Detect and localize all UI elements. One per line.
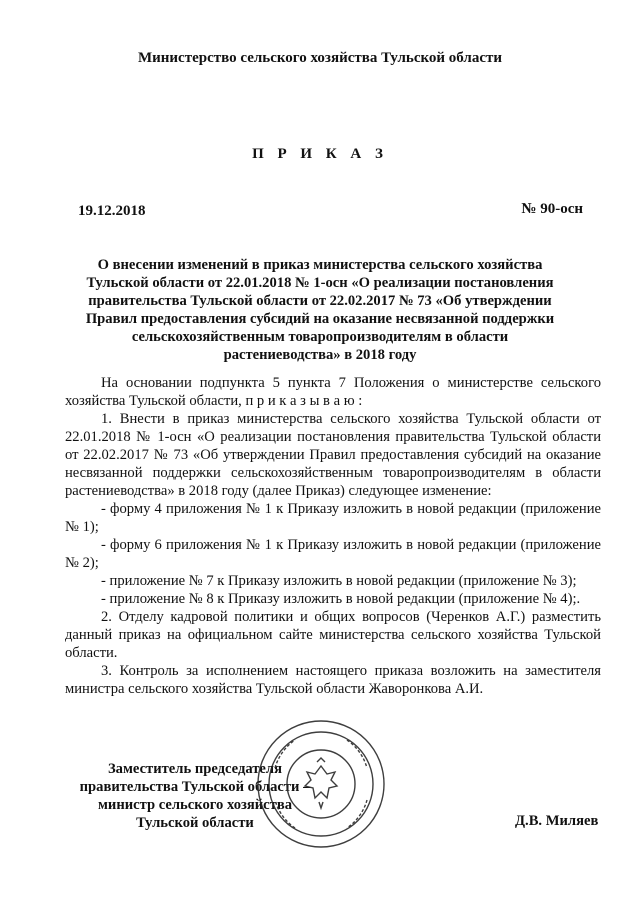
paragraph-basis: На основании подпункта 5 пункта 7 Положения о министерстве сельского хозяйства Тульской области, п р и к а з ы в а ю : [65,375,601,409]
signatory-line: Заместитель председателя [107,761,282,777]
document-heading [60,256,580,364]
paragraph-item-3: 3. Контроль за исполнением настоящего приказа возложить на заместителя министра сельского хозяйства Тульской области Жаворонкова А.И. [65,663,601,697]
signatory-line: министр сельского хозяйства [97,797,293,813]
paragraph-appendix-7: - приложение № 7 к Приказу изложить в новой редакции (приложение № 3); [101,573,577,589]
heading-line: правительства Тульской области от 22.02.2017 № 73 «Об утверждении [88,293,552,309]
ministry-name: Министерство сельского хозяйства Тульской области [137,50,503,66]
paragraph-item-1: 1. Внести в приказ министерства сельского хозяйства Тульской области от 22.01.2018 № 1-осн «О реализации постановления правительства Тульской области от 22.02.2017 № 73 «Об утверждении Правил предоставления субсидий на оказание несвязанной поддержки сельскохозяйственным товаропроизводителям в области растениеводства» в 2018 году (далее Приказ) следующее изменение: [65,411,601,499]
document-date: 19.12.2018 [78,203,146,219]
document-type: П Р И К А З [252,146,388,162]
heading-line: Правил предоставления субсидий на оказание несвязанной поддержки [85,311,555,327]
document-body [65,374,601,698]
signatory-line: Тульской области [136,815,254,831]
heading-line: Тульской области от 22.01.2018 № 1-осн «О реализации постановления [86,275,554,291]
signatory-name: Д.В. Миляев [515,813,599,829]
paragraph-item-2: 2. Отделу кадровой политики и общих вопросов (Черенков А.Г.) разместить данный приказ на официальном сайте министерства сельского хозяйства Тульской области. [65,609,601,661]
heading-line: сельскохозяйственным товаропроизводителям в области [131,329,509,345]
paragraph-appendix-8: - приложение № 8 к Приказу изложить в новой редакции (приложение № 4);. [101,591,581,607]
paragraph-form-4: - форму 4 приложения № 1 к Приказу изложить в новой редакции (приложение № 1); [65,501,601,535]
heading-line: растениеводства» в 2018 году [223,347,417,363]
signatory-line: правительства Тульской области – [79,779,311,795]
paragraph-form-6: - форму 6 приложения № 1 к Приказу изложить в новой редакции (приложение № 2); [65,537,601,571]
heading-line: О внесении изменений в приказ министерства сельского хозяйства [97,257,543,273]
document-number: № 90-осн [521,201,583,217]
official-seal-icon [255,718,387,850]
